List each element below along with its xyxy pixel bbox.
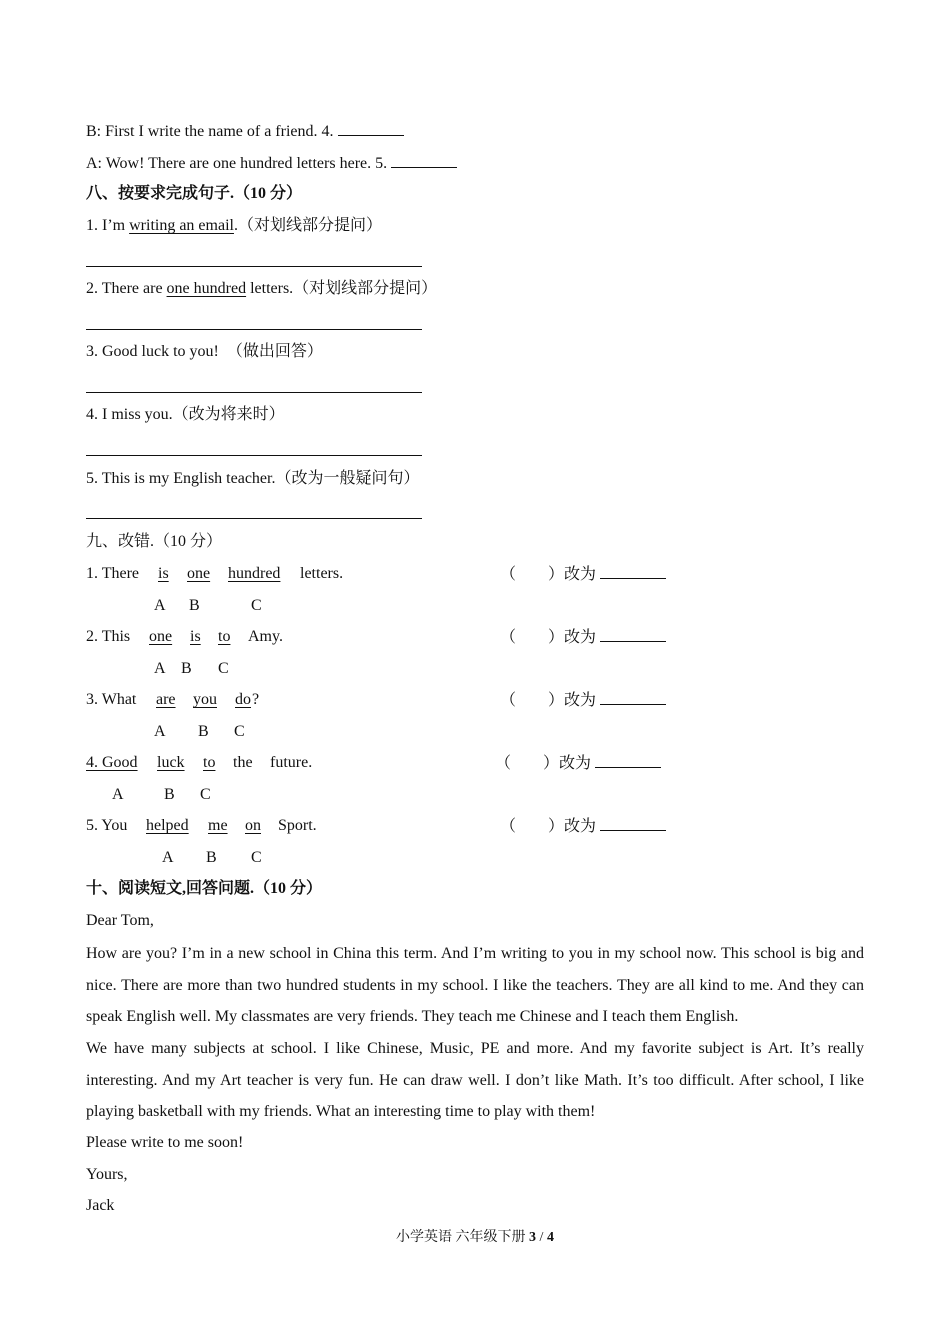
s9-4-word-c: the <box>233 754 253 771</box>
dialogue-line-b: B: First I write the name of a friend. 4. <box>86 121 404 142</box>
s8-answer-line-1[interactable] <box>86 266 422 267</box>
s9-4-word-a: luck <box>157 754 185 771</box>
s9-3-letter-b: B <box>198 723 209 740</box>
s9-1-num: 1. There <box>86 565 140 582</box>
s9-3-correction: （ ）改为 <box>500 690 666 711</box>
s9-2-rest: Amy. <box>248 628 283 645</box>
s9-5-word-b: me <box>208 817 228 834</box>
s9-4-rest: future. <box>270 754 313 771</box>
section-10-title: 十、阅读短文,回答问题.（10 分） <box>86 880 323 897</box>
s9-5-word-a: helped <box>146 817 189 834</box>
letter-yours: Yours, <box>86 1166 128 1183</box>
section-8-title: 八、按要求完成句子.（10 分） <box>86 185 303 202</box>
letter-closing: Please write to me soon! <box>86 1134 244 1151</box>
s9-2-correction: （ ）改为 <box>500 627 666 648</box>
s9-5-rest: Sport. <box>278 817 317 834</box>
s9-1-letter-b: B <box>189 597 200 614</box>
s9-3-rest: ? <box>252 691 260 708</box>
s9-1-word-b: one <box>187 565 211 582</box>
s9-4-letter-b: B <box>164 786 175 803</box>
s8-question-4: 4. I miss you.（改为将来时） <box>86 406 285 423</box>
s8-answer-line-5[interactable] <box>86 518 422 519</box>
s9-4-blank[interactable] <box>595 753 661 768</box>
page-total: 4 <box>546 1230 554 1245</box>
s9-3-word-c: do <box>235 691 251 708</box>
s9-3-word-b: you <box>193 691 217 708</box>
letter-paragraph-1: How are you? I’m in a new school in China this term. And I’m writing to you in my school now. This school is big and nice. There are more than two hundred students in my school. I like the teachers. They are all kind to me. And they can speak English well. My classmates are very friends. They teach me Chinese and I teach them English. <box>86 945 864 1026</box>
s9-1-correction: （ ）改为 <box>500 564 666 585</box>
s9-2-blank[interactable] <box>600 627 666 642</box>
s9-3-word-a: are <box>156 691 176 708</box>
s9-2-letter-c: C <box>218 660 229 677</box>
s9-5-letter-b: B <box>206 849 217 866</box>
s9-5-word-c: on <box>245 817 261 834</box>
s9-1-letter-a: A <box>154 597 166 614</box>
s9-2-word-c: to <box>218 628 231 645</box>
s8-question-5: 5. This is my English teacher.（改为一般疑问句） <box>86 470 420 487</box>
s8-question-3: 3. Good luck to you! （做出回答） <box>86 343 323 360</box>
s9-4-word-b: to <box>203 754 216 771</box>
s9-2-num: 2. This <box>86 628 131 645</box>
s9-5-num: 5. You <box>86 817 128 834</box>
s9-5-letter-c: C <box>251 849 262 866</box>
answer-blank-4[interactable] <box>338 121 404 136</box>
s9-3-num: 3. What <box>86 691 137 708</box>
dialogue-line-a: A: Wow! There are one hundred letters here. 5. <box>86 153 457 174</box>
s9-1-letter-c: C <box>251 597 262 614</box>
s9-5-letter-a: A <box>162 849 174 866</box>
s9-1-blank[interactable] <box>600 564 666 579</box>
answer-blank-5[interactable] <box>391 153 457 168</box>
s9-5-blank[interactable] <box>600 816 666 831</box>
s8-answer-line-4[interactable] <box>86 455 422 456</box>
s9-2-letter-b: B <box>181 660 192 677</box>
s9-1-word-c: hundred <box>228 565 281 582</box>
s8-question-2: 2. There are one hundred letters.（对划线部分提问） <box>86 280 438 297</box>
s9-1-word-a: is <box>158 565 169 582</box>
s9-3-letter-c: C <box>234 723 245 740</box>
s9-5-correction: （ ）改为 <box>500 816 666 837</box>
s9-4-num: 4. Good <box>86 754 138 771</box>
s9-3-letter-a: A <box>154 723 166 740</box>
s8-answer-line-3[interactable] <box>86 392 422 393</box>
s9-2-word-b: is <box>190 628 201 645</box>
s9-4-letter-a: A <box>112 786 124 803</box>
s8-question-1: 1. I’m writing an email.（对划线部分提问） <box>86 217 382 234</box>
letter-signature: Jack <box>86 1197 115 1214</box>
s9-3-blank[interactable] <box>600 690 666 705</box>
section-9-title: 九、改错.（10 分） <box>86 533 223 550</box>
s9-1-rest: letters. <box>300 565 344 582</box>
letter-paragraph-2: We have many subjects at school. I like Chinese, Music, PE and more. And my favorite subject is Art. It’s really interesting. And my Art teacher is very fun. He can draw well. I don’t like Math. It’s too difficult. After school, I like playing basketball with my friends. What an interesting time to play with them! <box>86 1040 864 1121</box>
letter-salutation: Dear Tom, <box>86 912 154 929</box>
s9-2-word-a: one <box>149 628 173 645</box>
s9-2-letter-a: A <box>154 660 166 677</box>
s8-answer-line-2[interactable] <box>86 329 422 330</box>
s9-4-correction: （ ）改为 <box>495 753 661 774</box>
page-number: 3 <box>529 1230 537 1245</box>
s9-4-letter-c: C <box>200 786 211 803</box>
page-footer: 小学英语 六年级下册 3 / 4 <box>396 1230 554 1245</box>
